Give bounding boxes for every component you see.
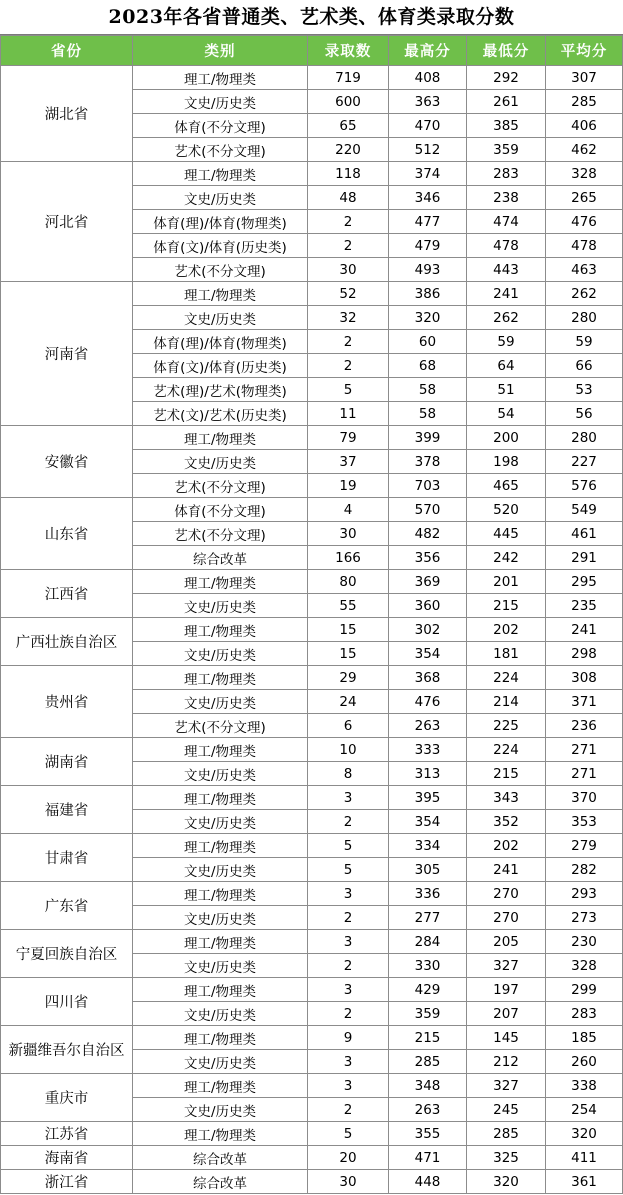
admitted-count-cell: 166 [308, 546, 389, 570]
max-score-cell: 359 [389, 1002, 467, 1026]
category-cell: 理工/物理类 [133, 1026, 308, 1050]
min-score-cell: 320 [467, 1170, 546, 1194]
min-score-cell: 474 [467, 210, 546, 234]
admitted-count-cell: 5 [308, 834, 389, 858]
avg-score-cell: 411 [546, 1146, 623, 1170]
min-score-cell: 285 [467, 1122, 546, 1146]
avg-score-cell: 293 [546, 882, 623, 906]
admitted-count-cell: 30 [308, 522, 389, 546]
category-cell: 理工/物理类 [133, 786, 308, 810]
avg-score-cell: 353 [546, 810, 623, 834]
max-score-cell: 493 [389, 258, 467, 282]
admitted-count-cell: 80 [308, 570, 389, 594]
admitted-count-cell: 79 [308, 426, 389, 450]
min-score-cell: 202 [467, 618, 546, 642]
table-row [1, 978, 623, 1002]
max-score-cell: 448 [389, 1170, 467, 1194]
page-title: 2023年各省普通类、艺术类、体育类录取分数 [0, 0, 623, 35]
province-cell: 湖南省 [1, 738, 133, 786]
max-score-cell: 263 [389, 1098, 467, 1122]
admitted-count-cell: 65 [308, 114, 389, 138]
category-cell: 体育(文)/体育(历史类) [133, 234, 308, 258]
min-score-cell: 245 [467, 1098, 546, 1122]
province-cell: 新疆维吾尔自治区 [1, 1026, 133, 1074]
category-cell: 艺术(不分文理) [133, 474, 308, 498]
max-score-cell: 512 [389, 138, 467, 162]
admission-scores-table [0, 35, 623, 1194]
header-province: 省份 [1, 36, 133, 66]
min-score-cell: 262 [467, 306, 546, 330]
max-score-cell: 482 [389, 522, 467, 546]
avg-score-cell: 254 [546, 1098, 623, 1122]
admitted-count-cell: 719 [308, 66, 389, 90]
avg-score-cell: 235 [546, 594, 623, 618]
province-cell: 江苏省 [1, 1122, 133, 1146]
header-category: 类别 [133, 36, 308, 66]
max-score-cell: 334 [389, 834, 467, 858]
min-score-cell: 224 [467, 666, 546, 690]
table-row [1, 618, 623, 642]
min-score-cell: 64 [467, 354, 546, 378]
min-score-cell: 198 [467, 450, 546, 474]
category-cell: 体育(不分文理) [133, 498, 308, 522]
admitted-count-cell: 2 [308, 810, 389, 834]
avg-score-cell: 576 [546, 474, 623, 498]
avg-score-cell: 282 [546, 858, 623, 882]
table-row [1, 570, 623, 594]
avg-score-cell: 280 [546, 426, 623, 450]
max-score-cell: 408 [389, 66, 467, 90]
category-cell: 理工/物理类 [133, 162, 308, 186]
category-cell: 文史/历史类 [133, 642, 308, 666]
min-score-cell: 270 [467, 906, 546, 930]
max-score-cell: 60 [389, 330, 467, 354]
avg-score-cell: 463 [546, 258, 623, 282]
avg-score-cell: 280 [546, 306, 623, 330]
max-score-cell: 363 [389, 90, 467, 114]
category-cell: 理工/物理类 [133, 618, 308, 642]
avg-score-cell: 299 [546, 978, 623, 1002]
max-score-cell: 395 [389, 786, 467, 810]
min-score-cell: 51 [467, 378, 546, 402]
max-score-cell: 346 [389, 186, 467, 210]
category-cell: 理工/物理类 [133, 882, 308, 906]
avg-score-cell: 271 [546, 738, 623, 762]
min-score-cell: 445 [467, 522, 546, 546]
admitted-count-cell: 2 [308, 1002, 389, 1026]
min-score-cell: 520 [467, 498, 546, 522]
avg-score-cell: 273 [546, 906, 623, 930]
avg-score-cell: 56 [546, 402, 623, 426]
max-score-cell: 302 [389, 618, 467, 642]
min-score-cell: 201 [467, 570, 546, 594]
min-score-cell: 224 [467, 738, 546, 762]
avg-score-cell: 371 [546, 690, 623, 714]
admitted-count-cell: 15 [308, 642, 389, 666]
max-score-cell: 479 [389, 234, 467, 258]
max-score-cell: 305 [389, 858, 467, 882]
category-cell: 综合改革 [133, 546, 308, 570]
category-cell: 文史/历史类 [133, 90, 308, 114]
category-cell: 理工/物理类 [133, 834, 308, 858]
admitted-count-cell: 20 [308, 1146, 389, 1170]
min-score-cell: 385 [467, 114, 546, 138]
min-score-cell: 478 [467, 234, 546, 258]
admitted-count-cell: 55 [308, 594, 389, 618]
category-cell: 理工/物理类 [133, 1122, 308, 1146]
max-score-cell: 348 [389, 1074, 467, 1098]
category-cell: 文史/历史类 [133, 450, 308, 474]
max-score-cell: 313 [389, 762, 467, 786]
avg-score-cell: 295 [546, 570, 623, 594]
admitted-count-cell: 8 [308, 762, 389, 786]
category-cell: 艺术(不分文理) [133, 258, 308, 282]
max-score-cell: 471 [389, 1146, 467, 1170]
category-cell: 艺术(文)/艺术(历史类) [133, 402, 308, 426]
header-max-score: 最高分 [389, 36, 467, 66]
min-score-cell: 212 [467, 1050, 546, 1074]
max-score-cell: 356 [389, 546, 467, 570]
min-score-cell: 352 [467, 810, 546, 834]
province-cell: 四川省 [1, 978, 133, 1026]
min-score-cell: 465 [467, 474, 546, 498]
table-row [1, 786, 623, 810]
category-cell: 文史/历史类 [133, 690, 308, 714]
max-score-cell: 470 [389, 114, 467, 138]
admitted-count-cell: 5 [308, 1122, 389, 1146]
admitted-count-cell: 3 [308, 1074, 389, 1098]
category-cell: 理工/物理类 [133, 66, 308, 90]
min-score-cell: 241 [467, 858, 546, 882]
min-score-cell: 343 [467, 786, 546, 810]
min-score-cell: 327 [467, 954, 546, 978]
avg-score-cell: 236 [546, 714, 623, 738]
avg-score-cell: 476 [546, 210, 623, 234]
admitted-count-cell: 9 [308, 1026, 389, 1050]
max-score-cell: 354 [389, 642, 467, 666]
table-row [1, 498, 623, 522]
min-score-cell: 292 [467, 66, 546, 90]
table-row [1, 834, 623, 858]
table-row [1, 162, 623, 186]
max-score-cell: 477 [389, 210, 467, 234]
max-score-cell: 284 [389, 930, 467, 954]
table-row [1, 882, 623, 906]
category-cell: 理工/物理类 [133, 570, 308, 594]
admitted-count-cell: 37 [308, 450, 389, 474]
admitted-count-cell: 3 [308, 1050, 389, 1074]
province-cell: 宁夏回族自治区 [1, 930, 133, 978]
table-header-row [1, 36, 623, 66]
min-score-cell: 197 [467, 978, 546, 1002]
category-cell: 理工/物理类 [133, 1074, 308, 1098]
avg-score-cell: 230 [546, 930, 623, 954]
max-score-cell: 263 [389, 714, 467, 738]
admitted-count-cell: 4 [308, 498, 389, 522]
min-score-cell: 200 [467, 426, 546, 450]
min-score-cell: 59 [467, 330, 546, 354]
table-row [1, 1146, 623, 1170]
category-cell: 体育(文)/体育(历史类) [133, 354, 308, 378]
admitted-count-cell: 2 [308, 906, 389, 930]
max-score-cell: 476 [389, 690, 467, 714]
province-cell: 重庆市 [1, 1074, 133, 1122]
max-score-cell: 703 [389, 474, 467, 498]
table-row [1, 930, 623, 954]
admitted-count-cell: 30 [308, 258, 389, 282]
admitted-count-cell: 3 [308, 930, 389, 954]
admitted-count-cell: 10 [308, 738, 389, 762]
admitted-count-cell: 3 [308, 786, 389, 810]
avg-score-cell: 279 [546, 834, 623, 858]
min-score-cell: 215 [467, 762, 546, 786]
admitted-count-cell: 3 [308, 978, 389, 1002]
max-score-cell: 320 [389, 306, 467, 330]
admitted-count-cell: 6 [308, 714, 389, 738]
category-cell: 综合改革 [133, 1170, 308, 1194]
max-score-cell: 215 [389, 1026, 467, 1050]
avg-score-cell: 549 [546, 498, 623, 522]
max-score-cell: 68 [389, 354, 467, 378]
admitted-count-cell: 30 [308, 1170, 389, 1194]
category-cell: 文史/历史类 [133, 1098, 308, 1122]
max-score-cell: 58 [389, 378, 467, 402]
province-cell: 湖北省 [1, 66, 133, 162]
category-cell: 体育(不分文理) [133, 114, 308, 138]
category-cell: 文史/历史类 [133, 1002, 308, 1026]
province-cell: 安徽省 [1, 426, 133, 498]
category-cell: 文史/历史类 [133, 810, 308, 834]
category-cell: 文史/历史类 [133, 954, 308, 978]
avg-score-cell: 328 [546, 954, 623, 978]
avg-score-cell: 298 [546, 642, 623, 666]
min-score-cell: 283 [467, 162, 546, 186]
max-score-cell: 277 [389, 906, 467, 930]
category-cell: 理工/物理类 [133, 978, 308, 1002]
category-cell: 文史/历史类 [133, 906, 308, 930]
min-score-cell: 215 [467, 594, 546, 618]
avg-score-cell: 291 [546, 546, 623, 570]
min-score-cell: 325 [467, 1146, 546, 1170]
table-row [1, 1074, 623, 1098]
admitted-count-cell: 19 [308, 474, 389, 498]
min-score-cell: 205 [467, 930, 546, 954]
category-cell: 文史/历史类 [133, 186, 308, 210]
avg-score-cell: 262 [546, 282, 623, 306]
category-cell: 理工/物理类 [133, 282, 308, 306]
max-score-cell: 333 [389, 738, 467, 762]
province-cell: 广东省 [1, 882, 133, 930]
max-score-cell: 378 [389, 450, 467, 474]
avg-score-cell: 462 [546, 138, 623, 162]
min-score-cell: 242 [467, 546, 546, 570]
table-body [1, 66, 623, 1194]
category-cell: 文史/历史类 [133, 762, 308, 786]
min-score-cell: 207 [467, 1002, 546, 1026]
admitted-count-cell: 32 [308, 306, 389, 330]
max-score-cell: 386 [389, 282, 467, 306]
table-row [1, 426, 623, 450]
category-cell: 理工/物理类 [133, 930, 308, 954]
min-score-cell: 225 [467, 714, 546, 738]
max-score-cell: 374 [389, 162, 467, 186]
table-row [1, 66, 623, 90]
admitted-count-cell: 5 [308, 858, 389, 882]
avg-score-cell: 328 [546, 162, 623, 186]
min-score-cell: 443 [467, 258, 546, 282]
avg-score-cell: 320 [546, 1122, 623, 1146]
admitted-count-cell: 48 [308, 186, 389, 210]
avg-score-cell: 461 [546, 522, 623, 546]
table-row [1, 1170, 623, 1194]
category-cell: 体育(理)/体育(物理类) [133, 330, 308, 354]
min-score-cell: 181 [467, 642, 546, 666]
admitted-count-cell: 600 [308, 90, 389, 114]
admitted-count-cell: 24 [308, 690, 389, 714]
avg-score-cell: 271 [546, 762, 623, 786]
category-cell: 文史/历史类 [133, 306, 308, 330]
avg-score-cell: 227 [546, 450, 623, 474]
min-score-cell: 145 [467, 1026, 546, 1050]
avg-score-cell: 285 [546, 90, 623, 114]
province-cell: 贵州省 [1, 666, 133, 738]
admitted-count-cell: 3 [308, 882, 389, 906]
admitted-count-cell: 5 [308, 378, 389, 402]
admitted-count-cell: 2 [308, 954, 389, 978]
admitted-count-cell: 2 [308, 330, 389, 354]
admitted-count-cell: 118 [308, 162, 389, 186]
min-score-cell: 202 [467, 834, 546, 858]
header-admitted-count: 录取数 [308, 36, 389, 66]
province-cell: 福建省 [1, 786, 133, 834]
max-score-cell: 369 [389, 570, 467, 594]
avg-score-cell: 361 [546, 1170, 623, 1194]
avg-score-cell: 338 [546, 1074, 623, 1098]
header-min-score: 最低分 [467, 36, 546, 66]
category-cell: 文史/历史类 [133, 594, 308, 618]
min-score-cell: 54 [467, 402, 546, 426]
table-row [1, 666, 623, 690]
avg-score-cell: 406 [546, 114, 623, 138]
table-row [1, 1122, 623, 1146]
admitted-count-cell: 220 [308, 138, 389, 162]
province-cell: 河北省 [1, 162, 133, 282]
min-score-cell: 327 [467, 1074, 546, 1098]
category-cell: 艺术(不分文理) [133, 138, 308, 162]
province-cell: 河南省 [1, 282, 133, 426]
admitted-count-cell: 29 [308, 666, 389, 690]
min-score-cell: 238 [467, 186, 546, 210]
category-cell: 理工/物理类 [133, 666, 308, 690]
category-cell: 文史/历史类 [133, 858, 308, 882]
avg-score-cell: 260 [546, 1050, 623, 1074]
min-score-cell: 270 [467, 882, 546, 906]
avg-score-cell: 66 [546, 354, 623, 378]
max-score-cell: 360 [389, 594, 467, 618]
province-cell: 江西省 [1, 570, 133, 618]
max-score-cell: 368 [389, 666, 467, 690]
avg-score-cell: 283 [546, 1002, 623, 1026]
min-score-cell: 241 [467, 282, 546, 306]
min-score-cell: 261 [467, 90, 546, 114]
max-score-cell: 570 [389, 498, 467, 522]
min-score-cell: 214 [467, 690, 546, 714]
category-cell: 艺术(理)/艺术(物理类) [133, 378, 308, 402]
max-score-cell: 354 [389, 810, 467, 834]
category-cell: 艺术(不分文理) [133, 522, 308, 546]
avg-score-cell: 185 [546, 1026, 623, 1050]
max-score-cell: 285 [389, 1050, 467, 1074]
province-cell: 甘肃省 [1, 834, 133, 882]
header-avg-score: 平均分 [546, 36, 623, 66]
max-score-cell: 330 [389, 954, 467, 978]
avg-score-cell: 53 [546, 378, 623, 402]
avg-score-cell: 265 [546, 186, 623, 210]
table-row [1, 1026, 623, 1050]
avg-score-cell: 307 [546, 66, 623, 90]
province-cell: 海南省 [1, 1146, 133, 1170]
province-cell: 浙江省 [1, 1170, 133, 1194]
category-cell: 艺术(不分文理) [133, 714, 308, 738]
admitted-count-cell: 52 [308, 282, 389, 306]
admitted-count-cell: 2 [308, 1098, 389, 1122]
avg-score-cell: 308 [546, 666, 623, 690]
avg-score-cell: 59 [546, 330, 623, 354]
avg-score-cell: 241 [546, 618, 623, 642]
max-score-cell: 429 [389, 978, 467, 1002]
avg-score-cell: 478 [546, 234, 623, 258]
max-score-cell: 399 [389, 426, 467, 450]
max-score-cell: 355 [389, 1122, 467, 1146]
avg-score-cell: 370 [546, 786, 623, 810]
province-cell: 广西壮族自治区 [1, 618, 133, 666]
admitted-count-cell: 2 [308, 234, 389, 258]
admitted-count-cell: 2 [308, 354, 389, 378]
category-cell: 综合改革 [133, 1146, 308, 1170]
admitted-count-cell: 15 [308, 618, 389, 642]
category-cell: 理工/物理类 [133, 426, 308, 450]
max-score-cell: 336 [389, 882, 467, 906]
table-row [1, 738, 623, 762]
admitted-count-cell: 2 [308, 210, 389, 234]
min-score-cell: 359 [467, 138, 546, 162]
category-cell: 理工/物理类 [133, 738, 308, 762]
province-cell: 山东省 [1, 498, 133, 570]
admitted-count-cell: 11 [308, 402, 389, 426]
max-score-cell: 58 [389, 402, 467, 426]
table-row [1, 282, 623, 306]
category-cell: 文史/历史类 [133, 1050, 308, 1074]
category-cell: 体育(理)/体育(物理类) [133, 210, 308, 234]
